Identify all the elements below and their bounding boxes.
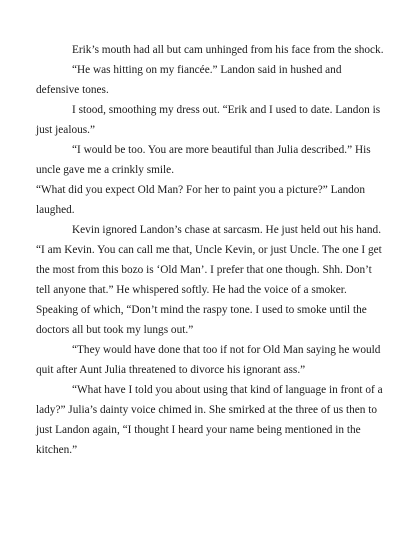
body-text [36,40,386,460]
paragraph: Erik’s mouth had all but cam unhinged from his face from the shock. [72,44,384,56]
paragraph: Kevin ignored Landon’s chase at sarcasm. He just held out his hand. “I am Kevin. You can call me that, Uncle Kevin, or just Uncle. The one I get the most from this bozo is ‘Old Man’. I prefer that one though. Shh. Don’t tell anyone that.” He whispered softly. He had the voice of a smoker. Speaking of which, “Don’t mind the raspy tone. I used to smoke until the doctors all but took my lungs out.” [36,224,382,336]
paragraph: “He was hitting on my fiancée.” Landon said in hushed and defensive tones. [36,64,342,96]
paragraph: “What have I told you about using that kind of language in front of a lady?” Julia’s dainty voice chimed in. She smirked at the three of us then to just Landon again, “I thought I heard your name being mentioned in the kitchen.” [36,384,383,456]
paragraph: “They would have done that too if not for Old Man saying he would quit after Aunt Julia threatened to divorce his ignorant ass.” [36,344,381,376]
paragraph: “I would be too. You are more beautiful than Julia described.” His uncle gave me a crinkly smile. [36,144,371,176]
paragraph: “What did you expect Old Man? For her to paint you a picture?” Landon laughed. [36,184,366,216]
paragraph: I stood, smoothing my dress out. “Erik and I used to date. Landon is just jealous.” [36,104,381,136]
